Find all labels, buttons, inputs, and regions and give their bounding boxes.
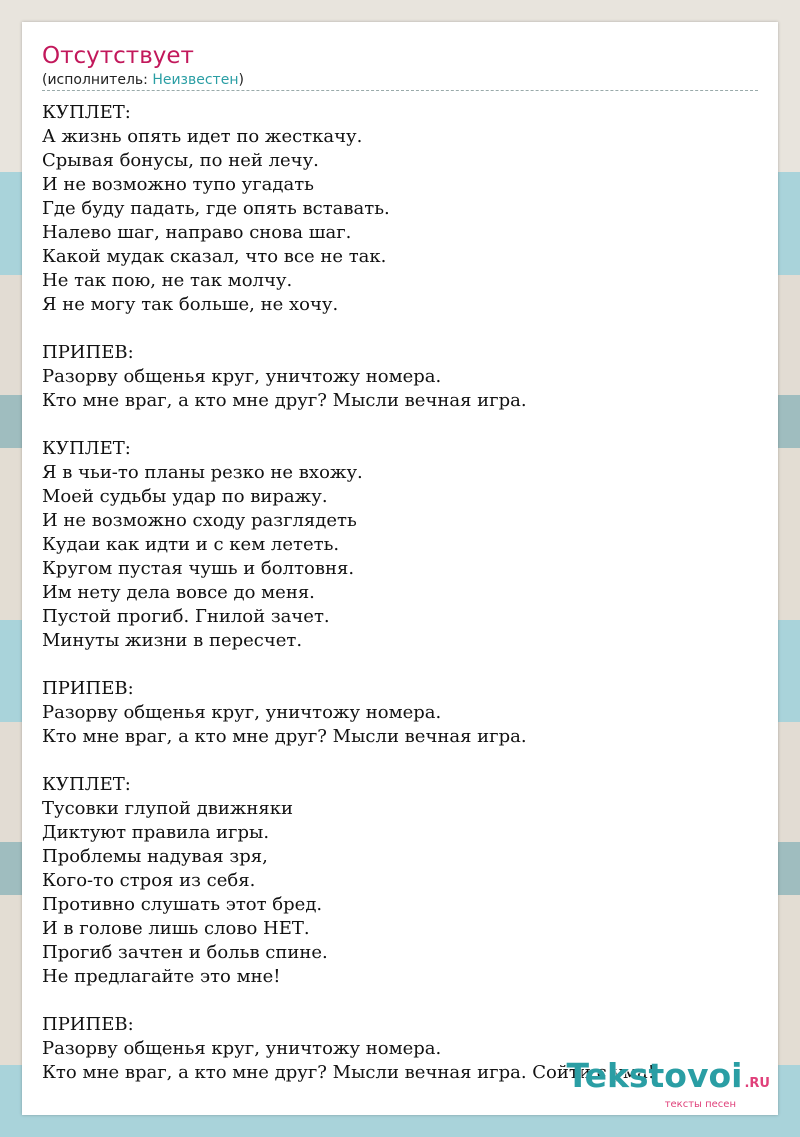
lyrics-line: И не возможно тупо угадать — [42, 174, 314, 195]
lyrics-line: Срывая бонусы, по ней лечу. — [42, 150, 319, 171]
lyrics-blank-line — [42, 413, 655, 437]
song-title: Отсутствует — [42, 43, 194, 69]
lyrics-line: И не возможно сходу разглядеть — [42, 510, 357, 531]
lyrics-line: Разорву общенья круг, уничтожу номера. — [42, 702, 442, 723]
lyrics-line: Кудаи как идти и с кем лететь. — [42, 534, 340, 555]
lyrics-line: Кого-то строя из себя. — [42, 870, 256, 891]
title-divider — [42, 90, 758, 91]
lyrics-line: Моей судьбы удар по виражу. — [42, 486, 328, 507]
lyrics-blank-line — [42, 749, 655, 773]
lyrics-line: Кто мне враг, а кто мне друг? Мысли вечная игра. — [42, 726, 527, 747]
artist-line — [42, 71, 244, 89]
lyrics-blank-line — [42, 653, 655, 677]
logo-name: Tekstovoi — [566, 1056, 743, 1095]
artist-link[interactable]: Неизвестен — [152, 72, 239, 88]
logo-tagline: тексты песен — [664, 1099, 736, 1110]
artist-prefix: (исполнитель: — [42, 72, 153, 88]
site-logo[interactable] — [566, 1056, 770, 1111]
logo-wordmark — [566, 1056, 770, 1101]
lyrics-line: А жизнь опять идет по жесткачу. — [42, 126, 363, 147]
lyrics-card — [22, 22, 778, 1115]
lyrics-line: Им нету дела вовсе до меня. — [42, 582, 315, 603]
lyrics-line: Кругом пустая чушь и болтовня. — [42, 558, 355, 579]
lyrics-text — [42, 101, 655, 1085]
lyrics-line: Кто мне враг, а кто мне друг? Мысли вечная игра. — [42, 390, 527, 411]
lyrics-line: Проблемы надувая зря, — [42, 846, 268, 867]
lyrics-line: Прогиб зачтен и больв спине. — [42, 942, 328, 963]
lyrics-line: Где буду падать, где опять вставать. — [42, 198, 390, 219]
lyrics-line: КУПЛЕТ: — [42, 774, 131, 795]
lyrics-line: Кто мне враг, а кто мне друг? Мысли вечная игра. Сойти с ума! — [42, 1062, 655, 1083]
lyrics-line: Не предлагайте это мне! — [42, 966, 281, 987]
lyrics-line: КУПЛЕТ: — [42, 102, 131, 123]
lyrics-line: Налево шаг, направо снова шаг. — [42, 222, 352, 243]
lyrics-line: Какой мудак сказал, что все не так. — [42, 246, 387, 267]
lyrics-line: ПРИПЕВ: — [42, 1014, 134, 1035]
lyrics-line: ПРИПЕВ: — [42, 342, 134, 363]
artist-suffix: ) — [238, 72, 244, 88]
lyrics-line: Я в чьи-то планы резко не вхожу. — [42, 462, 363, 483]
lyrics-line: Разорву общенья круг, уничтожу номера. — [42, 1038, 442, 1059]
lyrics-line: Минуты жизни в пересчет. — [42, 630, 303, 651]
lyrics-blank-line — [42, 989, 655, 1013]
lyrics-line: Диктуют правила игры. — [42, 822, 270, 843]
lyrics-line: Пустой прогиб. Гнилой зачет. — [42, 606, 330, 627]
lyrics-line: Разорву общенья круг, уничтожу номера. — [42, 366, 442, 387]
logo-tld: .RU — [744, 1076, 770, 1091]
lyrics-line: Противно слушать этот бред. — [42, 894, 323, 915]
lyrics-blank-line — [42, 317, 655, 341]
lyrics-line: Не так пою, не так молчу. — [42, 270, 293, 291]
lyrics-line: И в голове лишь слово НЕТ. — [42, 918, 310, 939]
lyrics-line: Тусовки глупой движняки — [42, 798, 293, 819]
lyrics-line: ПРИПЕВ: — [42, 678, 134, 699]
lyrics-line: КУПЛЕТ: — [42, 438, 131, 459]
lyrics-line: Я не могу так больше, не хочу. — [42, 294, 339, 315]
